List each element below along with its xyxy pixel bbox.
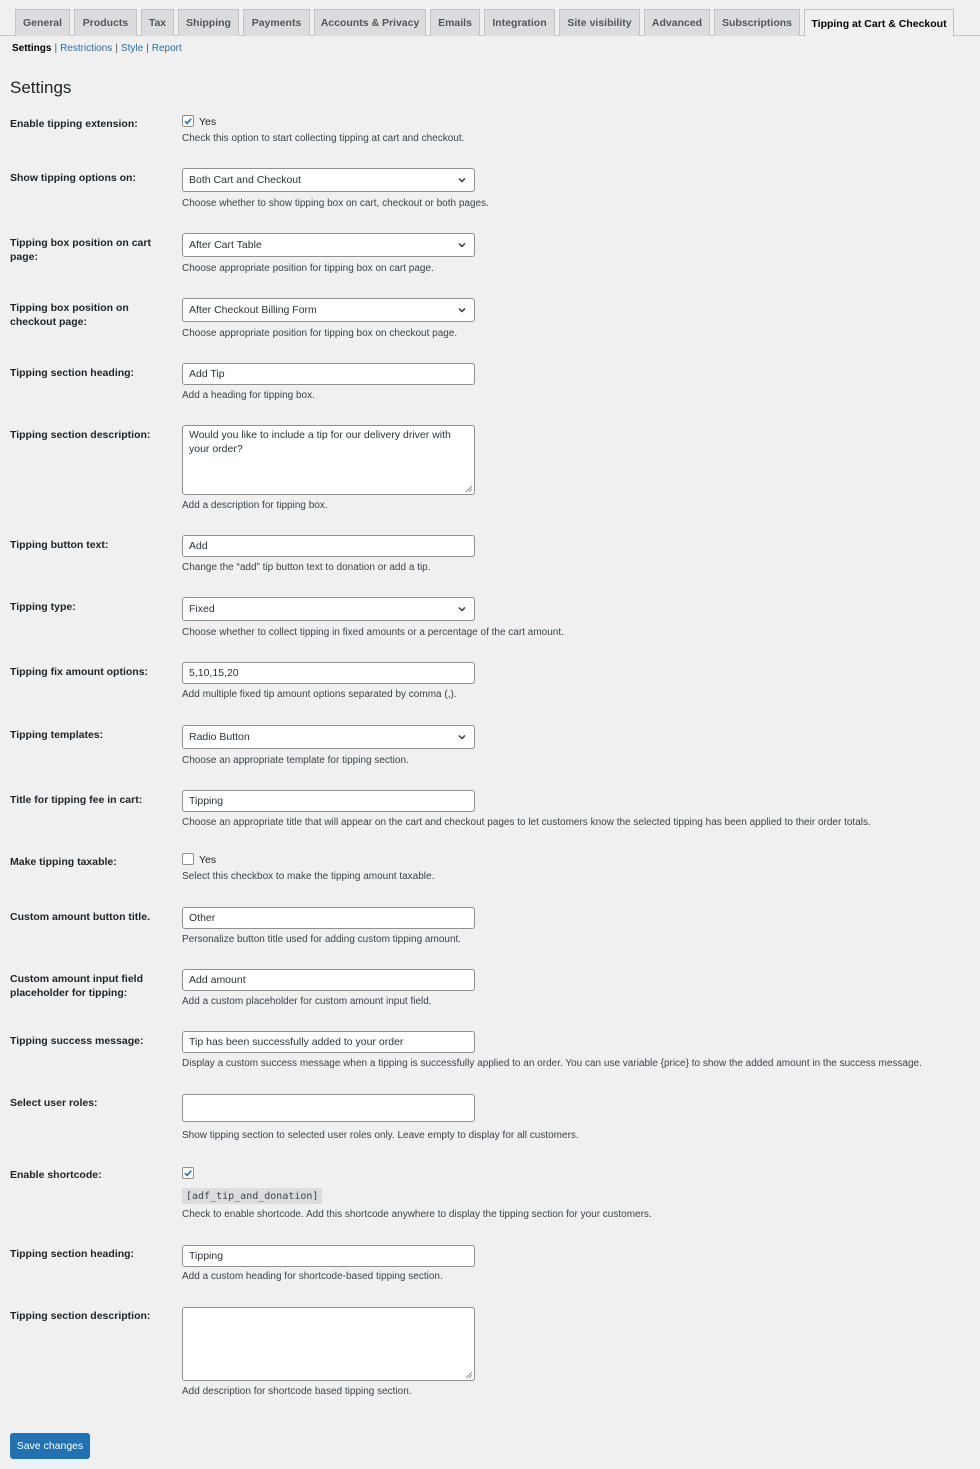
success-message-description: Display a custom success message when a tipping is successfully applied to an order. You can use variable {price} to show the added amount in the success message.	[182, 1058, 922, 1069]
button-text-label: Tipping button text:	[10, 539, 109, 551]
tipping-type-label: Tipping type:	[10, 601, 76, 613]
tab-subscriptions[interactable]: Subscriptions	[714, 9, 800, 36]
section-heading-input[interactable]: Add Tip	[182, 363, 475, 385]
chevron-down-icon	[457, 604, 467, 614]
fix-amount-options-label: Tipping fix amount options:	[10, 666, 149, 678]
subnav-report[interactable]: Report	[151, 43, 182, 54]
chevron-down-icon	[457, 240, 467, 250]
resize-handle-icon[interactable]	[465, 1371, 473, 1379]
enable-tipping-yes-label: Yes	[199, 116, 217, 128]
section-description-label: Tipping section description:	[10, 429, 151, 441]
tab-emails[interactable]: Emails	[430, 9, 480, 36]
section-description-description: Add a description for tipping box.	[182, 500, 328, 511]
subnav-separator: |	[146, 43, 149, 54]
taxable-label: Make tipping taxable:	[10, 856, 117, 868]
cart-position-description: Choose appropriate position for tipping box on cart page.	[182, 263, 434, 274]
show-tipping-on-select[interactable]	[182, 168, 475, 192]
tab-advanced[interactable]: Advanced	[644, 9, 710, 36]
user-roles-label: Select user roles:	[10, 1097, 98, 1109]
shortcode-heading-input[interactable]: Tipping	[182, 1245, 475, 1267]
tab-products[interactable]: Products	[74, 9, 137, 36]
tipping-type-description: Choose whether to collect tipping in fixed amounts or a percentage of the cart amount.	[182, 627, 564, 638]
custom-placeholder-label: Custom amount input field placeholder for tipping:	[10, 973, 143, 999]
shortcode-text: [adf_tip_and_donation]	[182, 1188, 322, 1204]
enable-tipping-checkbox[interactable]	[182, 115, 194, 127]
taxable-description: Select this checkbox to make the tipping amount taxable.	[182, 871, 435, 882]
templates-description: Choose an appropriate template for tipping section.	[182, 755, 409, 766]
fee-title-label: Title for tipping fee in cart:	[10, 794, 143, 806]
tab-accounts-privacy[interactable]: Accounts & Privacy	[314, 9, 426, 36]
custom-button-title-description: Personalize button title used for adding custom tipping amount.	[182, 934, 462, 945]
chevron-down-icon	[457, 732, 467, 742]
tab-site-visibility[interactable]: Site visibility	[559, 9, 640, 36]
button-text-description: Change the “add” tip button text to donation or add a tip.	[182, 562, 431, 573]
tipping-type-value: Fixed	[189, 603, 215, 615]
tab-shipping[interactable]: Shipping	[178, 9, 239, 36]
shortcode-description-label: Tipping section description:	[10, 1310, 151, 1322]
cart-position-value: After Cart Table	[189, 239, 262, 251]
tab-tipping-at-cart-checkout[interactable]: Tipping at Cart & Checkout	[804, 9, 954, 37]
checkmark-icon	[183, 1168, 193, 1178]
fee-title-input[interactable]: Tipping	[182, 790, 475, 812]
enable-tipping-description: Check this option to start collecting tipping at cart and checkout.	[182, 133, 465, 144]
enable-shortcode-checkbox[interactable]	[182, 1167, 194, 1179]
subnav-separator: |	[54, 43, 58, 54]
section-heading-description: Add a heading for tipping box.	[182, 390, 315, 401]
custom-button-title-input[interactable]: Other	[182, 907, 475, 929]
enable-shortcode-description: Check to enable shortcode. Add this shortcode anywhere to display the tipping section for your customers.	[182, 1209, 652, 1220]
checkout-position-description: Choose appropriate position for tipping box on checkout page.	[182, 328, 458, 339]
success-message-input[interactable]: Tip has been successfully added to your order	[182, 1031, 475, 1053]
taxable-checkbox[interactable]	[182, 853, 194, 865]
tab-payments[interactable]: Payments	[243, 9, 310, 36]
checkout-position-value: After Checkout Billing Form	[189, 304, 317, 316]
templates-label: Tipping templates:	[10, 729, 104, 741]
templates-value: Radio Button	[189, 731, 250, 743]
fee-title-description: Choose an appropriate title that will appear on the cart and checkout pages to let customers know the selected tipping has been applied to their order totals.	[182, 817, 871, 828]
templates-select[interactable]	[182, 725, 475, 749]
checkmark-icon	[183, 116, 193, 126]
checkout-position-label: Tipping box position on checkout page:	[10, 302, 129, 328]
section-description-textarea[interactable]	[182, 425, 475, 495]
subnav-separator: |	[115, 43, 118, 54]
page-title: Settings	[10, 78, 72, 97]
enable-tipping-label: Enable tipping extension:	[10, 118, 138, 130]
show-tipping-on-description: Choose whether to show tipping box on cart, checkout or both pages.	[182, 198, 489, 209]
tab-general[interactable]: General	[15, 9, 70, 36]
shortcode-heading-label: Tipping section heading:	[10, 1248, 135, 1260]
shortcode-description-description: Add description for shortcode based tipping section.	[182, 1386, 412, 1397]
subnav-style[interactable]: Style	[120, 43, 144, 54]
custom-placeholder-description: Add a custom placeholder for custom amount input field.	[182, 996, 432, 1007]
enable-shortcode-label: Enable shortcode:	[10, 1169, 102, 1181]
section-description-value: Would you like to include a tip for our delivery driver with your order?	[189, 429, 451, 455]
tab-tax[interactable]: Tax	[141, 9, 174, 36]
resize-handle-icon[interactable]	[465, 485, 473, 493]
show-tipping-on-label: Show tipping options on:	[10, 172, 136, 184]
chevron-down-icon	[457, 305, 467, 315]
subnav-settings: Settings	[12, 43, 52, 54]
user-roles-description: Show tipping section to selected user roles only. Leave empty to display for all customers.	[182, 1130, 579, 1141]
custom-button-title-label: Custom amount button title.	[10, 911, 150, 923]
custom-placeholder-input[interactable]: Add amount	[182, 969, 475, 991]
section-heading-label: Tipping section heading:	[10, 367, 135, 379]
button-text-input[interactable]: Add	[182, 535, 475, 557]
tipping-type-select[interactable]	[182, 597, 475, 621]
user-roles-select[interactable]	[182, 1094, 475, 1122]
success-message-label: Tipping success message:	[10, 1035, 144, 1047]
shortcode-description-textarea[interactable]	[182, 1307, 475, 1381]
tab-integration[interactable]: Integration	[484, 9, 555, 36]
settings-tabs	[0, 0, 980, 36]
shortcode-heading-description: Add a custom heading for shortcode-based tipping section.	[182, 1271, 443, 1282]
sub-navigation	[12, 43, 182, 54]
fix-amount-options-description: Add multiple fixed tip amount options separated by comma (,).	[182, 689, 457, 700]
show-tipping-on-value: Both Cart and Checkout	[189, 174, 302, 186]
fix-amount-options-input[interactable]: 5,10,15,20	[182, 662, 475, 684]
chevron-down-icon	[457, 175, 467, 185]
save-changes-button[interactable]: Save changes	[10, 1433, 90, 1459]
cart-position-label: Tipping box position on cart page:	[10, 237, 151, 263]
cart-position-select[interactable]	[182, 233, 475, 257]
checkout-position-select[interactable]	[182, 298, 475, 322]
taxable-yes-label: Yes	[199, 854, 217, 866]
subnav-restrictions[interactable]: Restrictions	[60, 43, 113, 54]
